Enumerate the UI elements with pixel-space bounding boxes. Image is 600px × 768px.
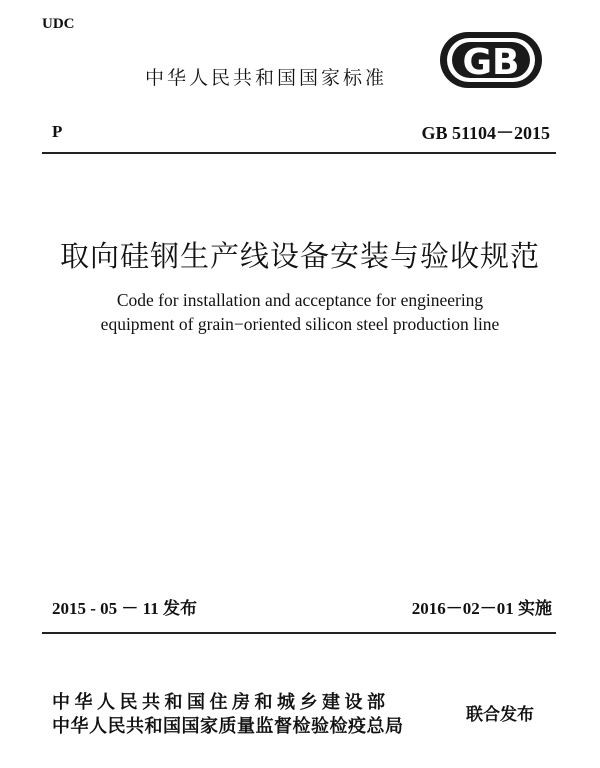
title-english [0,288,600,336]
gb-logo [438,30,544,90]
gb-logo-text: GB [462,42,520,83]
classification-code: P [52,122,63,141]
effective-date: 2016－02－01 实施 [411,599,552,618]
bottom-divider [42,632,556,634]
standard-number: GB 51104－2015 [421,123,550,143]
issuer-ministry-housing: 中华人民共和国住房和城乡建设部 [52,692,390,713]
top-divider [42,152,556,154]
title-english-line2: equipment of grain−oriented silicon steel production line [100,314,500,334]
title-english-line1: Code for installation and acceptance for engineering [116,290,484,310]
joint-issue-label: 联合发布 [466,705,534,725]
issuer-quality-inspection: 中华人民共和国国家质量监督检验检疫总局 [52,716,404,737]
udc-label: UDC [42,16,75,32]
title-chinese: 取向硅钢生产线设备安装与验收规范 [59,239,540,273]
publish-date: 2015 - 05 － 11 发布 [52,599,197,618]
standard-issuer-title: 中华人民共和国国家标准 [145,67,388,89]
